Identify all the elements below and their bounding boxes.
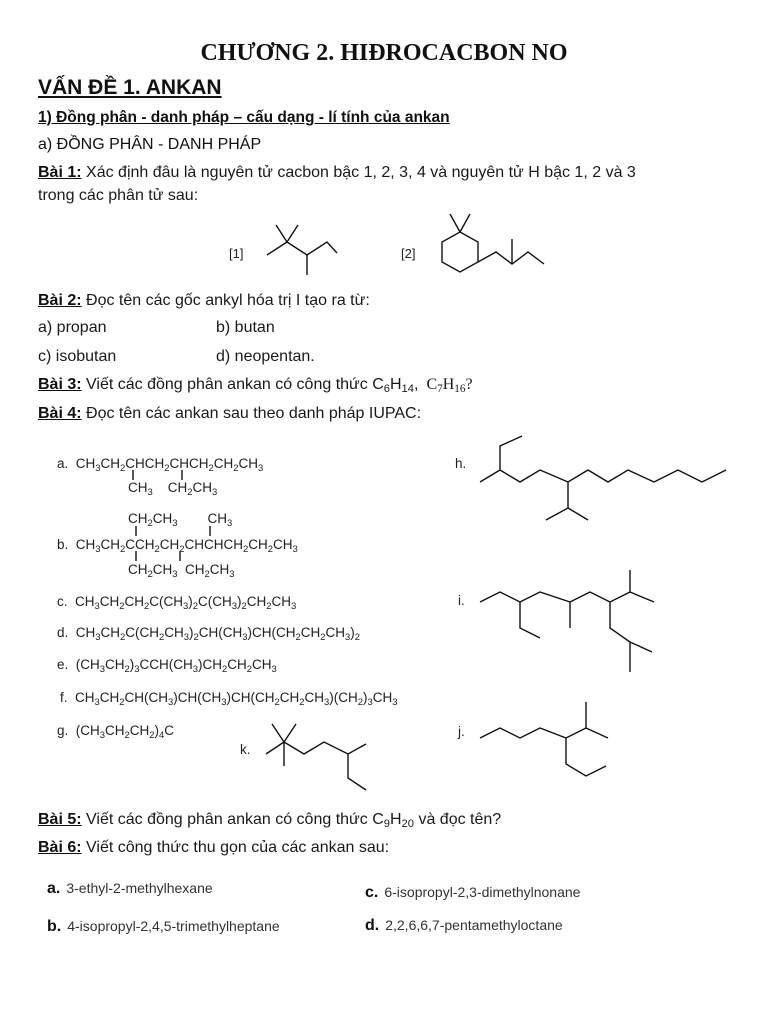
bai6-option-c	[365, 884, 580, 902]
formula-a: a. $CH_3CH_2CHCH_2CHCH_2CH_2CH_3$	[57, 456, 264, 474]
structure-1	[262, 220, 342, 278]
struct-i-main-chain	[480, 592, 654, 602]
bai6-option-b	[47, 918, 280, 936]
struct2-label: [2]	[401, 246, 416, 261]
bai3-c7: 7	[437, 383, 443, 395]
structure-i	[478, 566, 662, 678]
bai6-option-d	[365, 917, 563, 935]
formula-a-sub: $CH_3$ $CH_2CH_3$	[128, 480, 218, 498]
option-d-letter: d.	[365, 917, 380, 934]
bai4-label: Bài 4:	[38, 405, 82, 422]
option-a-name: 3-ethyl-2-methylhexane	[66, 880, 213, 896]
subsection-title: 1) Đồng phân - danh pháp – cấu dạng - lí tính của ankan	[38, 109, 450, 126]
bai5-label: Bài 5:	[38, 811, 82, 828]
struct1-chain	[267, 242, 337, 255]
struct-k-methyl-a	[272, 724, 284, 742]
item-g-label: g.	[57, 723, 69, 738]
struct1-methyl-b	[287, 225, 298, 242]
bai6-line	[38, 839, 389, 857]
struct-h-main-chain	[480, 470, 726, 482]
item-e-label: e.	[57, 657, 69, 672]
bai4-line	[38, 405, 421, 423]
chapter-title: CHƯƠNG 2. HIĐROCACBON NO	[200, 40, 568, 66]
bai5-text: Viết các đồng phân ankan có công thức C	[81, 811, 384, 828]
item-i-label: i.	[458, 593, 465, 608]
struct-h-ethyl	[500, 436, 522, 470]
bai4-text: Đọc tên các ankan sau theo danh pháp IUPAC:	[81, 405, 422, 422]
item-f-label: f.	[60, 690, 68, 705]
struct2-side-chain	[478, 252, 544, 264]
struct1-methyl-a	[276, 225, 287, 242]
item-h-label: h.	[455, 456, 467, 471]
structure-k	[262, 714, 372, 794]
item-k-label: k.	[240, 742, 251, 757]
item-b-label: b.	[57, 537, 69, 552]
formula-c: c. $CH_3CH_2CH_2C(CH_3)_2C(CH_3)_2CH_2CH_3$	[57, 594, 297, 612]
struct-j-propyl	[566, 738, 606, 776]
structure-j	[478, 696, 638, 798]
struct-k-main-chain	[266, 742, 366, 754]
structure-2	[432, 208, 550, 280]
struct-k-ethyl	[348, 754, 366, 790]
option-b-letter: b.	[47, 918, 62, 935]
formula-f: f. $CH_3CH_2CH(CH_3)CH(CH_3)CH(CH_2CH_2CH_3)(CH_2)_3CH_3$	[60, 690, 398, 708]
item-c-label: c.	[57, 594, 68, 609]
bai1-text2: trong các phân tử sau:	[38, 187, 199, 204]
struct-i-ethyl	[520, 602, 540, 638]
formula-d: d. $CH_3CH_2C(CH_2CH_3)_2CH(CH_3)CH(CH_2CH_2CH_3)_2$	[57, 625, 361, 643]
struct-h-isopropyl-a	[546, 482, 568, 520]
bai1-label: Bài 1:	[38, 164, 82, 181]
formula-g: g. $(CH_3CH_2CH_2)_4C$	[57, 723, 175, 741]
item-d-label: d.	[57, 625, 69, 640]
bai2-c: c) isobutan	[38, 348, 117, 365]
formula-b-bottom: $CH_2CH_3$ $CH_2CH_3$	[128, 562, 235, 580]
bai5-tail: và đọc tên?	[414, 811, 502, 828]
struct2-methyl-a	[450, 214, 460, 232]
bai6-label: Bài 6:	[38, 839, 82, 856]
struct2-ring	[442, 232, 478, 272]
bai3-h16: 16	[454, 383, 466, 395]
bai2-d: d) neopentan.	[216, 348, 315, 365]
bai3-text: Viết các đồng phân ankan có công thức C	[81, 376, 384, 393]
option-b-name: 4-isopropyl-2,4,5-trimethylheptane	[67, 918, 280, 934]
bai3-label: Bài 3:	[38, 376, 82, 393]
struct-i-lower-branch	[610, 602, 630, 672]
formula-b: b. $CH_3CH_2CCH_2CH_2CHCHCH_2CH_2CH_3$	[57, 537, 298, 555]
bai2-text: Đọc tên các gốc ankyl hóa trị I tạo ra từ:	[81, 292, 370, 309]
option-c-letter: c.	[365, 884, 379, 901]
part-title: a) ĐỒNG PHÂN - DANH PHÁP	[38, 136, 262, 153]
option-d-name: 2,2,6,6,7-pentamethyloctane	[385, 917, 563, 933]
structure-h	[478, 428, 740, 530]
option-a-letter: a.	[47, 880, 61, 897]
bai3-c6: 6	[383, 383, 390, 395]
bai2-a: a) propan	[38, 319, 107, 336]
bai2-line	[38, 292, 370, 310]
bai5-c: 9	[383, 818, 390, 830]
bai3-h14: 14	[401, 383, 414, 395]
item-a-label: a.	[57, 456, 69, 471]
section-title: VẤN ĐỀ 1. ANKAN	[38, 76, 222, 99]
bai2-b: b) butan	[216, 319, 275, 336]
bai3-line: Bài 3: Viết các đồng phân ankan có công thức $C_6H_{14}$, $C_7H_{16}$?	[38, 376, 473, 395]
formula-b-top: $CH_2CH_3$ $CH_3$	[128, 511, 233, 529]
bai1-line1	[38, 164, 636, 182]
bai5-line: Bài 5: Viết các đồng phân ankan có công thức $C_9H_{20}$ và đọc tên?	[38, 811, 502, 830]
struct-k-methyl-b	[284, 724, 296, 742]
bai2-label: Bài 2:	[38, 292, 82, 309]
struct-i-lower-methyl	[630, 642, 652, 652]
struct2-methyl-b	[460, 214, 470, 232]
formula-e: e. $(CH_3CH_2)_3CCH(CH_3)CH_2CH_2CH_3$	[57, 657, 277, 675]
option-c-name: 6-isopropyl-2,3-dimethylnonane	[384, 884, 581, 900]
item-j-label: j.	[458, 724, 465, 739]
struct-h-isopropyl-b	[568, 508, 588, 520]
bai5-h: 20	[401, 818, 414, 830]
struct-j-main-chain	[480, 728, 608, 738]
bai6-option-a	[47, 880, 213, 898]
bai1-text1: Xác định đâu là nguyên tử cacbon bậc 1, 2, 3, 4 và nguyên tử H bậc 1, 2 và 3	[81, 164, 636, 181]
struct1-label: [1]	[229, 246, 244, 261]
bai6-text: Viết công thức thu gọn của các ankan sau:	[81, 839, 390, 856]
